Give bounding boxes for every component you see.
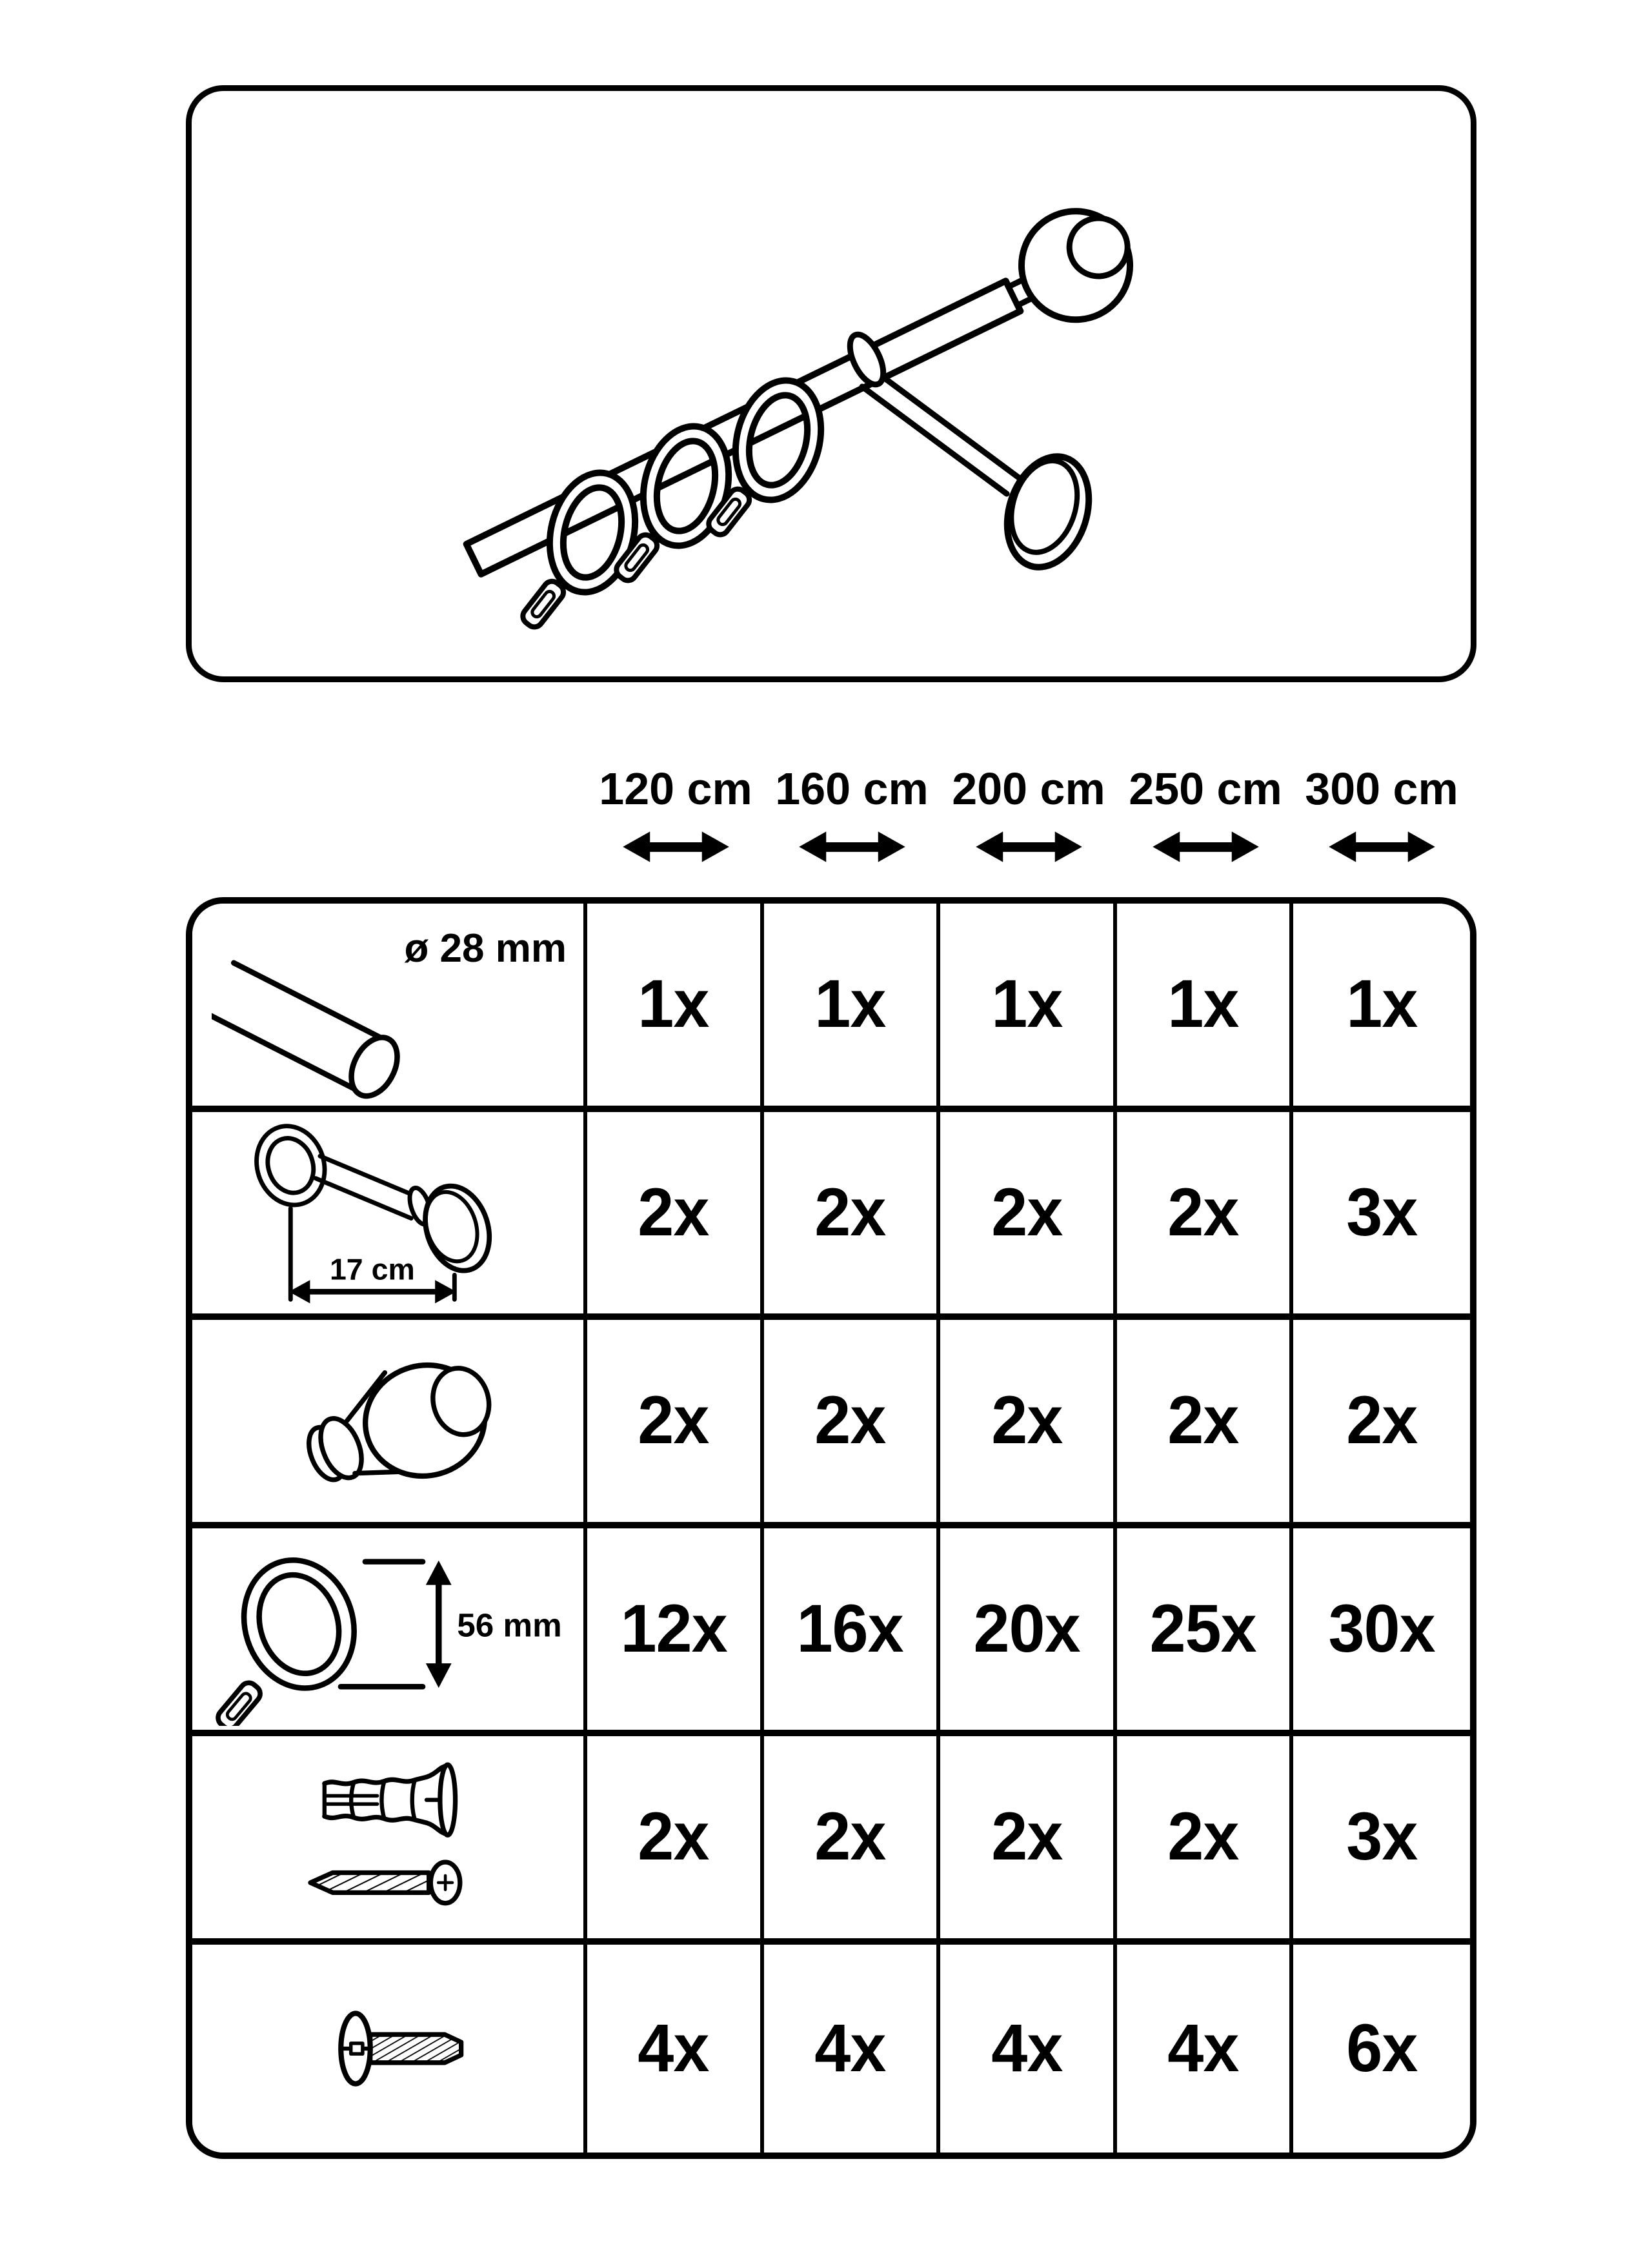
qty-cell (764, 904, 941, 1112)
qty-cell (764, 1945, 941, 2153)
qty-cell (1293, 1528, 1470, 1737)
size-label: 200 cm (952, 764, 1105, 814)
qty-cell (1117, 904, 1294, 1112)
size-header-200 (936, 763, 1121, 865)
quantity-value: 1x (814, 966, 886, 1042)
qty-cell (764, 1320, 941, 1528)
qty-cell (587, 1945, 764, 2153)
quantity-value: 2x (991, 1174, 1063, 1250)
width-arrow-icon (620, 829, 732, 865)
quantity-value: 12x (620, 1590, 727, 1666)
size-label: 120 cm (599, 764, 752, 814)
size-label: 250 cm (1129, 764, 1282, 814)
qty-cell (1293, 1945, 1470, 2153)
qty-cell (1117, 1320, 1294, 1528)
quantity-value: 2x (814, 1383, 886, 1459)
part-cell-finial (192, 1320, 587, 1528)
finial-icon (262, 1330, 514, 1511)
quantity-value: 20x (973, 1590, 1080, 1666)
qty-cell (1117, 1736, 1294, 1945)
qty-cell (1117, 1112, 1294, 1321)
quantity-value: 1x (1346, 966, 1418, 1042)
ring-diameter-label: 56 mm (457, 1606, 562, 1644)
product-illustration-box (186, 85, 1476, 682)
quantity-value: 4x (638, 2010, 709, 2086)
width-arrow-icon (1325, 829, 1438, 865)
quantity-value: 16x (796, 1590, 904, 1666)
part-cell-wall-plug-and-screw (192, 1736, 587, 1945)
size-label: 160 cm (775, 764, 929, 814)
wall-bracket-icon (227, 1113, 549, 1313)
quantity-value: 4x (1167, 2010, 1239, 2086)
quantity-value: 2x (1346, 1383, 1418, 1459)
qty-cell (764, 1736, 941, 1945)
qty-cell (587, 1736, 764, 1945)
part-cell-curtain-ring (192, 1528, 587, 1737)
width-arrow-icon (972, 829, 1085, 865)
qty-cell (940, 1736, 1117, 1945)
quantity-value: 3x (1346, 1799, 1418, 1875)
parts-quantity-table (186, 897, 1476, 2159)
quantity-value: 2x (1167, 1383, 1239, 1459)
width-arrow-icon (796, 829, 909, 865)
part-cell-wall-bracket (192, 1112, 587, 1321)
wall-plug-and-screw-icon (252, 1740, 523, 1934)
size-header-160 (760, 763, 944, 865)
size-header-300 (1289, 763, 1474, 865)
qty-cell (1293, 1112, 1470, 1321)
width-arrow-icon (1149, 829, 1262, 865)
quantity-value: 1x (1167, 966, 1239, 1042)
curtain-rod-assembly-illustration (347, 119, 1315, 649)
qty-cell (587, 1320, 764, 1528)
quantity-value: 2x (814, 1174, 886, 1250)
qty-cell (940, 1112, 1117, 1321)
quantity-value: 3x (1346, 1174, 1418, 1250)
quantity-value: 2x (638, 1383, 709, 1459)
quantity-value: 2x (991, 1383, 1063, 1459)
qty-cell (940, 904, 1117, 1112)
quantity-value: 6x (1346, 2010, 1418, 2086)
curtain-ring-icon (207, 1532, 569, 1726)
quantity-value: 2x (991, 1799, 1063, 1875)
pan-head-screw-icon (252, 1952, 523, 2145)
size-header-120 (583, 763, 768, 865)
qty-cell (1117, 1528, 1294, 1737)
size-label: 300 cm (1305, 764, 1458, 814)
qty-cell (940, 1945, 1117, 2153)
size-header-250 (1113, 763, 1298, 865)
quantity-value: 2x (1167, 1799, 1239, 1875)
part-cell-pan-head-screw (192, 1945, 587, 2153)
quantity-value: 2x (814, 1799, 886, 1875)
qty-cell (587, 1112, 764, 1321)
qty-cell (764, 1528, 941, 1737)
quantity-value: 4x (814, 2010, 886, 2086)
bracket-length-label: 17 cm (329, 1252, 415, 1286)
quantity-value: 2x (638, 1799, 709, 1875)
qty-cell (940, 1528, 1117, 1737)
qty-cell (764, 1112, 941, 1321)
qty-cell (587, 904, 764, 1112)
qty-cell (1117, 1945, 1294, 2153)
rod-diameter-label: ø 28 mm (404, 926, 567, 971)
part-cell-rod (192, 904, 587, 1112)
qty-cell (1293, 904, 1470, 1112)
qty-cell (1293, 1320, 1470, 1528)
qty-cell (1293, 1736, 1470, 1945)
qty-cell (587, 1528, 764, 1737)
quantity-value: 2x (638, 1174, 709, 1250)
quantity-value: 2x (1167, 1174, 1239, 1250)
quantity-value: 25x (1149, 1590, 1257, 1666)
quantity-value: 30x (1328, 1590, 1435, 1666)
quantity-value: 4x (991, 2010, 1063, 2086)
qty-cell (940, 1320, 1117, 1528)
quantity-value: 1x (991, 966, 1063, 1042)
quantity-value: 1x (638, 966, 709, 1042)
bracket-in-illustration (843, 329, 1103, 578)
